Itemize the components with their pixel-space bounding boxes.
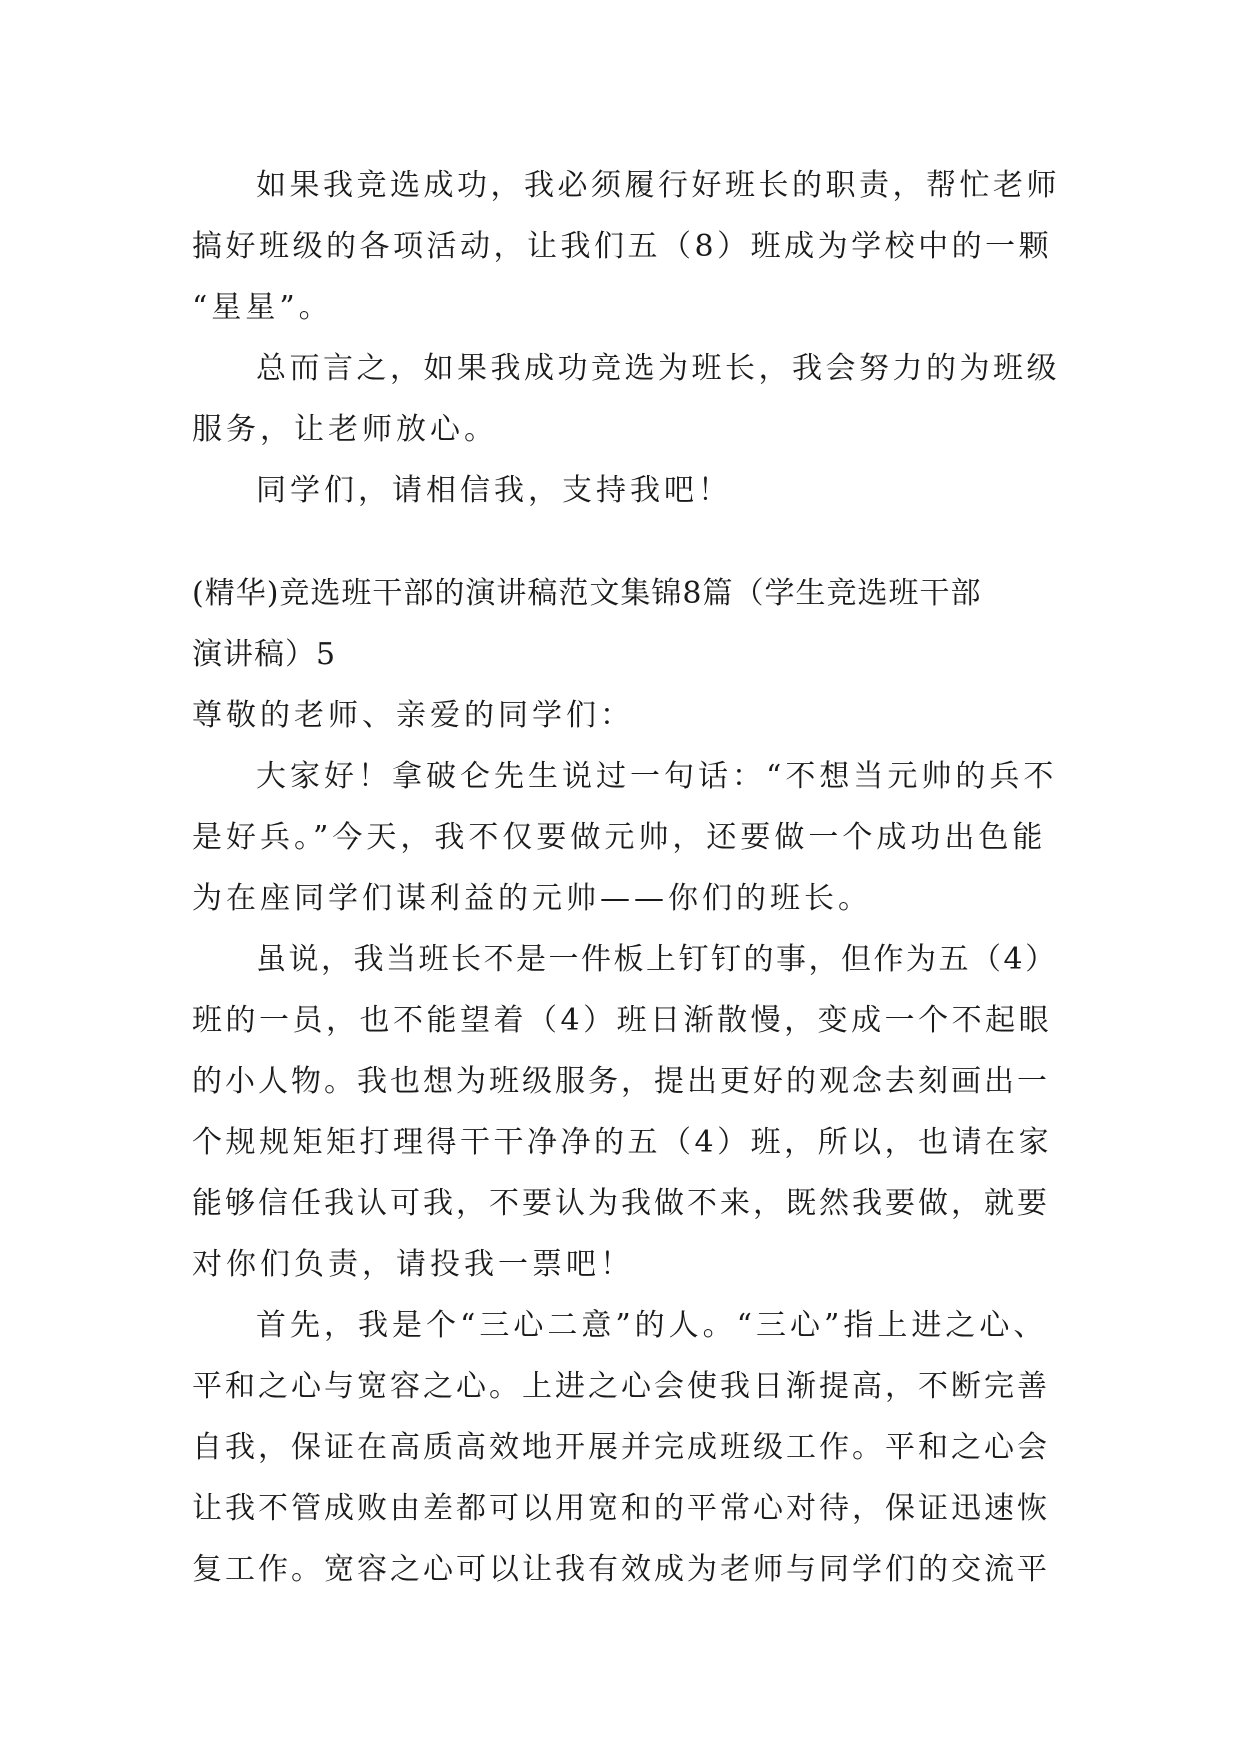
paragraph-line: 个规规矩矩打理得干干净净的五（4）班，所以，也请在家	[192, 1125, 1053, 1160]
paragraph-line: 平和之心与宽容之心。上进之心会使我日渐提高，不断完善	[192, 1369, 1050, 1404]
paragraph-line: 首先，我是个“三心二意”的人。“三心”指上进之心、	[256, 1308, 1048, 1343]
paragraph-line: “星星”。	[192, 290, 333, 325]
paragraph-line: 能够信任我认可我，不要认为我做不来，既然我要做，就要	[192, 1186, 1050, 1221]
paragraph-line: 总而言之，如果我成功竞选为班长，我会努力的为班级	[256, 351, 1060, 386]
paragraph-line: 搞好班级的各项活动，让我们五（8）班成为学校中的一颗	[192, 229, 1053, 264]
paragraph-line: 班的一员，也不能望着（4）班日渐散慢，变成一个不起眼	[192, 1003, 1053, 1038]
paragraph-line: 自我，保证在高质高效地开展并完成班级工作。平和之心会	[192, 1430, 1050, 1465]
paragraph-line: 是好兵。”今天，我不仅要做元帅，还要做一个成功出色能	[192, 820, 1047, 855]
paragraph-line: 服务，让老师放心。	[192, 412, 498, 447]
paragraph-line: 如果我竞选成功，我必须履行好班长的职责，帮忙老师	[256, 168, 1060, 203]
section-title: (精华)竞选班干部的演讲稿范文集锦8篇（学生竞选班干部	[192, 576, 982, 611]
paragraph-line: 大家好！拿破仑先生说过一句话：“不想当元帅的兵不	[256, 759, 1058, 794]
paragraph-line: 虽说，我当班长不是一件板上钉钉的事，但作为五（4）	[256, 942, 1058, 977]
paragraph-line: 为在座同学们谋利益的元帅——你们的班长。	[192, 881, 872, 916]
paragraph-line: 复工作。宽容之心可以让我有效成为老师与同学们的交流平	[192, 1552, 1050, 1587]
paragraph-line: 让我不管成败由差都可以用宽和的平常心对待，保证迅速恢	[192, 1491, 1050, 1526]
paragraph-line: 的小人物。我也想为班级服务，提出更好的观念去刻画出一	[192, 1064, 1050, 1099]
section-title: 演讲稿）5	[192, 637, 337, 672]
paragraph-line: 同学们，请相信我，支持我吧！	[256, 473, 732, 508]
salutation: 尊敬的老师、亲爱的同学们：	[192, 698, 634, 733]
paragraph-line: 对你们负责，请投我一票吧！	[192, 1247, 634, 1282]
